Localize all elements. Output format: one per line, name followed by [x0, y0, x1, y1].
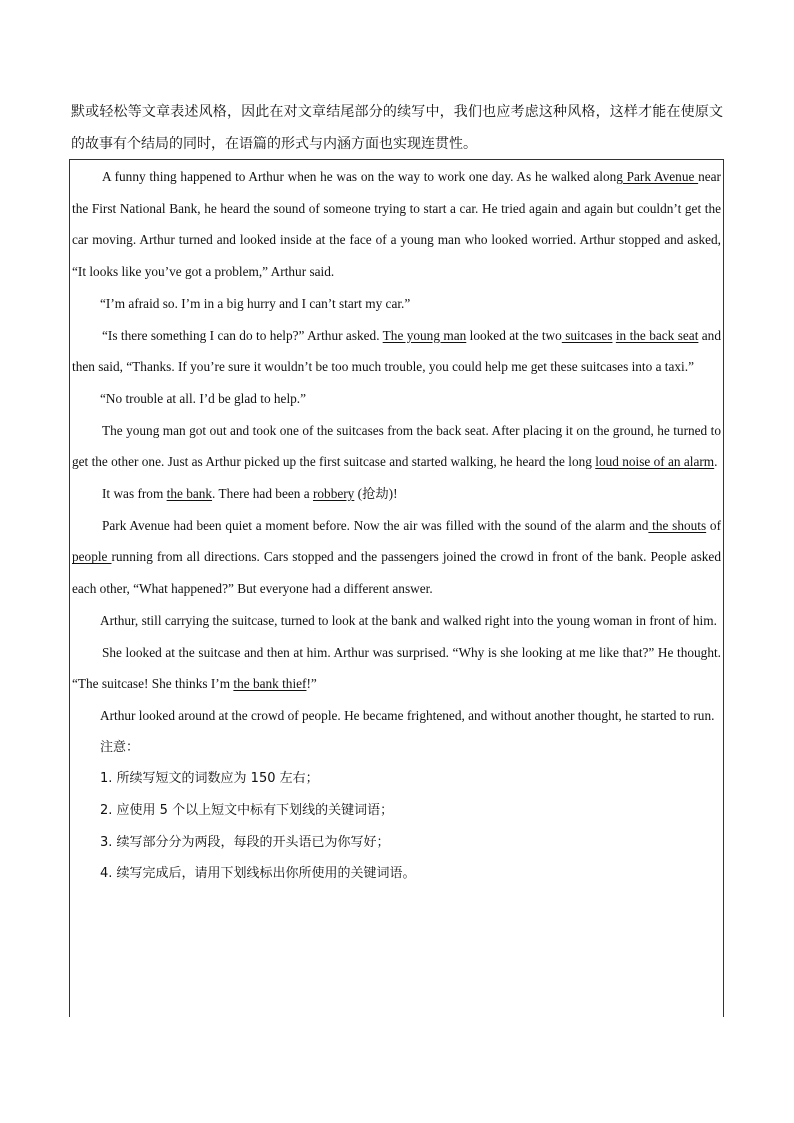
text: A funny thing happened to Arthur when he was on the way to work one day. As he walked along	[102, 169, 623, 184]
text: Park Avenue had been quiet a moment before. Now the air was filled with the sound of the alarm and	[102, 517, 649, 533]
note-item-3: 3. 续写部分分为两段，每段的开头语已为你写好；	[100, 834, 390, 850]
story-paragraph-1	[72, 161, 721, 288]
keyword-underlined: The young man	[382, 327, 467, 343]
text: It was from	[102, 486, 167, 502]
text: of	[706, 517, 721, 533]
text: running from all directions. Cars stopped and the passengers joined the crowd in front of the bank. People asked each other, “What happened?” But everyone had a different answer.	[72, 549, 721, 597]
text: looked at the two	[466, 327, 562, 343]
text: The young man got out and took one of the suitcases from the back seat. After placing it on the ground, he turned to get the other one. Just as Arthur picked up the first suitcase and started walking, he heard the long	[72, 422, 721, 470]
note-item-1: 1. 所续写短文的词数应为 150 左右；	[100, 771, 319, 787]
story-paragraph-3	[72, 320, 721, 383]
story-paragraph-8: Arthur, still carrying the suitcase, turned to look at the bank and walked right into the young woman in front of him.	[100, 612, 717, 628]
text: “Is there something I can do to help?” Arthur asked.	[102, 327, 383, 343]
intro-paragraph: 默或轻松等文章表述风格，因此在对文章结尾部分的续写中，我们也应考虑这种风格，这样才能在使原文的故事有个结局的同时，在语篇的形式与内涵方面也实现连贯性。	[71, 104, 723, 152]
story-paragraph-9	[72, 637, 721, 700]
keyword-underlined: in the back seat	[615, 327, 699, 343]
keyword-underlined: Park Avenue	[622, 169, 699, 184]
text: She looked at the suitcase and then at him. Arthur was surprised. “Why is she looking at me like that?” He thought. “The suitcase! She thinks I’m	[72, 644, 721, 692]
keyword-underlined: the shouts	[648, 517, 707, 533]
story-box	[69, 159, 724, 1017]
story-paragraph-4: “No trouble at all. I’d be glad to help.”	[100, 390, 307, 406]
keyword-underlined: the bank	[166, 486, 213, 502]
story-paragraph-7	[72, 510, 721, 605]
text: . There had been a	[212, 486, 313, 502]
story-paragraph-5	[72, 415, 721, 478]
text: .	[714, 454, 718, 470]
text: (抢劫)!	[354, 486, 398, 502]
keyword-underlined: loud noise of an alarm	[595, 454, 715, 470]
story-paragraph-2: “I’m afraid so. I’m in a big hurry and I can’t start my car.”	[100, 295, 411, 311]
text: near the First National Bank, he heard the sound of someone trying to start a car. He tried again and again but couldn’t get the car moving. Arthur turned and looked inside at the face of a young man who looked worried. Arthur stopped and asked, “It looks like you’ve got a problem,” Arthur said.	[72, 169, 721, 280]
text: !”	[306, 676, 317, 692]
notes-title: 注意：	[100, 739, 140, 755]
keyword-underlined: people	[72, 549, 112, 565]
keyword-underlined: robbery	[312, 486, 355, 502]
note-item-2: 2. 应使用 5 个以上短文中标有下划线的关键词语；	[100, 803, 394, 819]
story-content	[72, 161, 721, 890]
story-paragraph-10: Arthur looked around at the crowd of people. He became frightened, and without another thought, he started to run.	[100, 707, 715, 723]
note-item-4: 4. 续写完成后，请用下划线标出你所使用的关键词语。	[100, 866, 416, 882]
keyword-underlined: suitcases	[561, 327, 613, 343]
keyword-underlined: the bank thief	[233, 676, 307, 692]
story-paragraph-6	[72, 478, 721, 510]
text: and then said, “Thanks. If you’re sure it wouldn’t be too much trouble, you could help me get these suitcases into a taxi.”	[72, 327, 721, 375]
